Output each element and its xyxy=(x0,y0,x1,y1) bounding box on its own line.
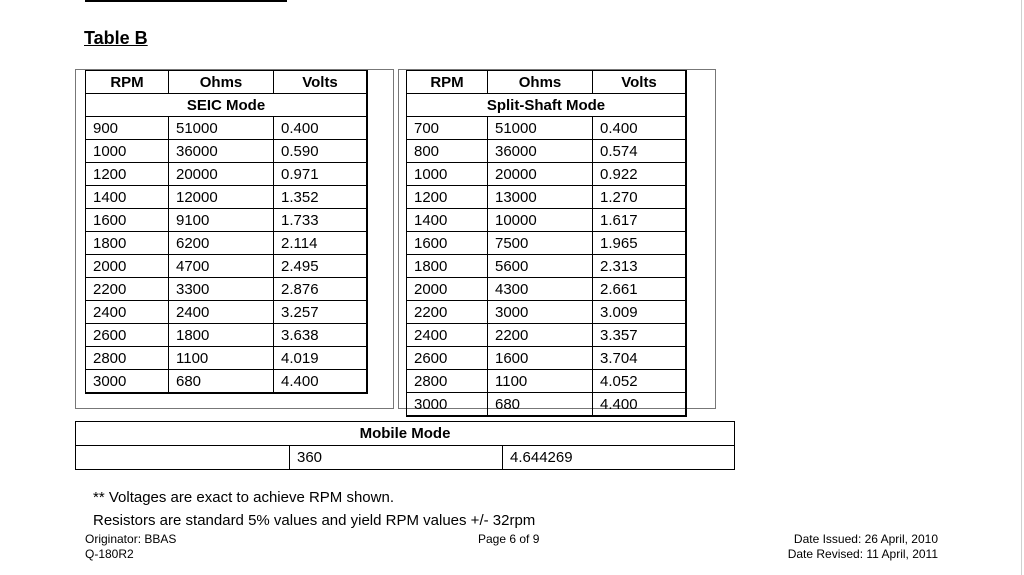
split-cell-rpm: 2600 xyxy=(407,347,488,370)
footer-date-revised: Date Revised: 11 April, 2011 xyxy=(787,547,938,561)
split-cell-ohms: 1600 xyxy=(488,347,593,370)
split-cell-ohms: 4300 xyxy=(488,278,593,301)
seic-cell-volts: 3.638 xyxy=(274,324,368,347)
seic-cell-volts: 0.971 xyxy=(274,163,368,186)
split-cell-ohms: 10000 xyxy=(488,209,593,232)
split-shaft-table xyxy=(406,70,687,417)
split-cell-ohms: 36000 xyxy=(488,140,593,163)
seic-cell-rpm: 1400 xyxy=(86,186,169,209)
seic-cell-volts: 1.733 xyxy=(274,209,368,232)
page-edge xyxy=(1021,0,1022,575)
mobile-volts-cell: 4.644269 xyxy=(503,446,735,470)
split-row xyxy=(407,186,687,209)
split-row xyxy=(407,393,687,417)
seic-cell-rpm: 1800 xyxy=(86,232,169,255)
split-cell-rpm: 700 xyxy=(407,117,488,140)
table-title: Table B xyxy=(84,28,148,48)
seic-row xyxy=(86,117,368,140)
mobile-value-row xyxy=(76,446,735,470)
seic-cell-ohms: 9100 xyxy=(169,209,274,232)
split-row xyxy=(407,232,687,255)
split-cell-rpm: 2200 xyxy=(407,301,488,324)
split-cell-volts: 3.357 xyxy=(593,324,687,347)
split-row xyxy=(407,301,687,324)
split-cell-rpm: 800 xyxy=(407,140,488,163)
header-rule xyxy=(85,0,287,2)
footer-right xyxy=(788,532,938,562)
split-mode-row xyxy=(407,94,687,117)
seic-cell-ohms: 20000 xyxy=(169,163,274,186)
split-cell-ohms: 2200 xyxy=(488,324,593,347)
seic-cell-ohms: 36000 xyxy=(169,140,274,163)
seic-row xyxy=(86,140,368,163)
seic-row xyxy=(86,347,368,370)
split-row xyxy=(407,140,687,163)
split-row xyxy=(407,117,687,140)
seic-cell-volts: 0.590 xyxy=(274,140,368,163)
seic-cell-volts: 2.495 xyxy=(274,255,368,278)
split-cell-rpm: 2400 xyxy=(407,324,488,347)
mobile-mode-table xyxy=(75,421,735,470)
footer-doc-id: Q-180R2 xyxy=(85,547,134,561)
seic-cell-rpm: 2000 xyxy=(86,255,169,278)
split-row xyxy=(407,324,687,347)
seic-row xyxy=(86,301,368,324)
split-cell-rpm: 1000 xyxy=(407,163,488,186)
split-header-volts: Volts xyxy=(593,71,687,94)
seic-mode-label: SEIC Mode xyxy=(86,94,368,117)
split-row xyxy=(407,370,687,393)
seic-cell-ohms: 680 xyxy=(169,370,274,394)
seic-header-ohms: Ohms xyxy=(169,71,274,94)
seic-cell-rpm: 1600 xyxy=(86,209,169,232)
seic-cell-rpm: 1000 xyxy=(86,140,169,163)
seic-cell-rpm: 2400 xyxy=(86,301,169,324)
split-cell-ohms: 1100 xyxy=(488,370,593,393)
note-resistors: Resistors are standard 5% values and yield RPM values +/- 32rpm xyxy=(93,512,536,529)
split-cell-ohms: 51000 xyxy=(488,117,593,140)
split-row xyxy=(407,209,687,232)
seic-cell-ohms: 6200 xyxy=(169,232,274,255)
note-voltages: ** Voltages are exact to achieve RPM shown. xyxy=(93,489,394,506)
seic-row xyxy=(86,324,368,347)
split-header-rpm: RPM xyxy=(407,71,488,94)
seic-cell-ohms: 12000 xyxy=(169,186,274,209)
seic-row xyxy=(86,255,368,278)
split-cell-rpm: 1800 xyxy=(407,255,488,278)
seic-cell-volts: 1.352 xyxy=(274,186,368,209)
seic-header-rpm: RPM xyxy=(86,71,169,94)
split-cell-rpm: 1400 xyxy=(407,209,488,232)
split-row xyxy=(407,255,687,278)
split-cell-volts: 3.704 xyxy=(593,347,687,370)
split-cell-rpm: 1200 xyxy=(407,186,488,209)
seic-row xyxy=(86,232,368,255)
split-cell-ohms: 680 xyxy=(488,393,593,417)
split-mode-label: Split-Shaft Mode xyxy=(407,94,687,117)
seic-cell-ohms: 4700 xyxy=(169,255,274,278)
split-cell-volts: 0.574 xyxy=(593,140,687,163)
footer-page-number: Page 6 of 9 xyxy=(478,532,540,546)
seic-row xyxy=(86,163,368,186)
split-cell-volts: 4.400 xyxy=(593,393,687,417)
seic-cell-rpm: 900 xyxy=(86,117,169,140)
split-cell-ohms: 3000 xyxy=(488,301,593,324)
split-cell-volts: 0.922 xyxy=(593,163,687,186)
seic-cell-volts: 4.019 xyxy=(274,347,368,370)
seic-cell-rpm: 1200 xyxy=(86,163,169,186)
split-row xyxy=(407,278,687,301)
split-row xyxy=(407,347,687,370)
split-cell-rpm: 2000 xyxy=(407,278,488,301)
mobile-ohms-cell: 360 xyxy=(290,446,503,470)
seic-cell-ohms: 2400 xyxy=(169,301,274,324)
footer-date-issued: Date Issued: 26 April, 2010 xyxy=(793,532,938,546)
seic-cell-volts: 3.257 xyxy=(274,301,368,324)
split-header-row xyxy=(407,71,687,94)
seic-cell-rpm: 3000 xyxy=(86,370,169,394)
split-cell-volts: 0.400 xyxy=(593,117,687,140)
split-cell-volts: 1.617 xyxy=(593,209,687,232)
seic-cell-ohms: 1800 xyxy=(169,324,274,347)
mobile-header-row xyxy=(76,422,735,446)
mobile-mode-label: Mobile Mode xyxy=(76,422,735,446)
split-cell-rpm: 3000 xyxy=(407,393,488,417)
split-cell-ohms: 13000 xyxy=(488,186,593,209)
split-cell-ohms: 5600 xyxy=(488,255,593,278)
seic-cell-volts: 2.876 xyxy=(274,278,368,301)
split-header-ohms: Ohms xyxy=(488,71,593,94)
seic-cell-ohms: 51000 xyxy=(169,117,274,140)
seic-header-row xyxy=(86,71,368,94)
split-cell-rpm: 2800 xyxy=(407,370,488,393)
seic-cell-rpm: 2800 xyxy=(86,347,169,370)
mobile-rpm-cell xyxy=(76,446,290,470)
split-cell-volts: 3.009 xyxy=(593,301,687,324)
seic-cell-volts: 0.400 xyxy=(274,117,368,140)
split-cell-rpm: 1600 xyxy=(407,232,488,255)
split-cell-volts: 4.052 xyxy=(593,370,687,393)
seic-cell-rpm: 2200 xyxy=(86,278,169,301)
split-cell-volts: 2.313 xyxy=(593,255,687,278)
footer-left xyxy=(85,532,176,562)
split-cell-ohms: 7500 xyxy=(488,232,593,255)
split-cell-volts: 2.661 xyxy=(593,278,687,301)
seic-cell-volts: 4.400 xyxy=(274,370,368,394)
split-cell-ohms: 20000 xyxy=(488,163,593,186)
seic-header-volts: Volts xyxy=(274,71,368,94)
seic-row xyxy=(86,209,368,232)
split-row xyxy=(407,163,687,186)
seic-row xyxy=(86,186,368,209)
split-cell-volts: 1.270 xyxy=(593,186,687,209)
seic-cell-rpm: 2600 xyxy=(86,324,169,347)
seic-row xyxy=(86,278,368,301)
footer-originator: Originator: BBAS xyxy=(85,532,177,546)
seic-mode-row xyxy=(86,94,368,117)
seic-row xyxy=(86,370,368,394)
split-cell-volts: 1.965 xyxy=(593,232,687,255)
seic-cell-ohms: 1100 xyxy=(169,347,274,370)
seic-cell-ohms: 3300 xyxy=(169,278,274,301)
seic-cell-volts: 2.114 xyxy=(274,232,368,255)
seic-table xyxy=(85,70,368,394)
